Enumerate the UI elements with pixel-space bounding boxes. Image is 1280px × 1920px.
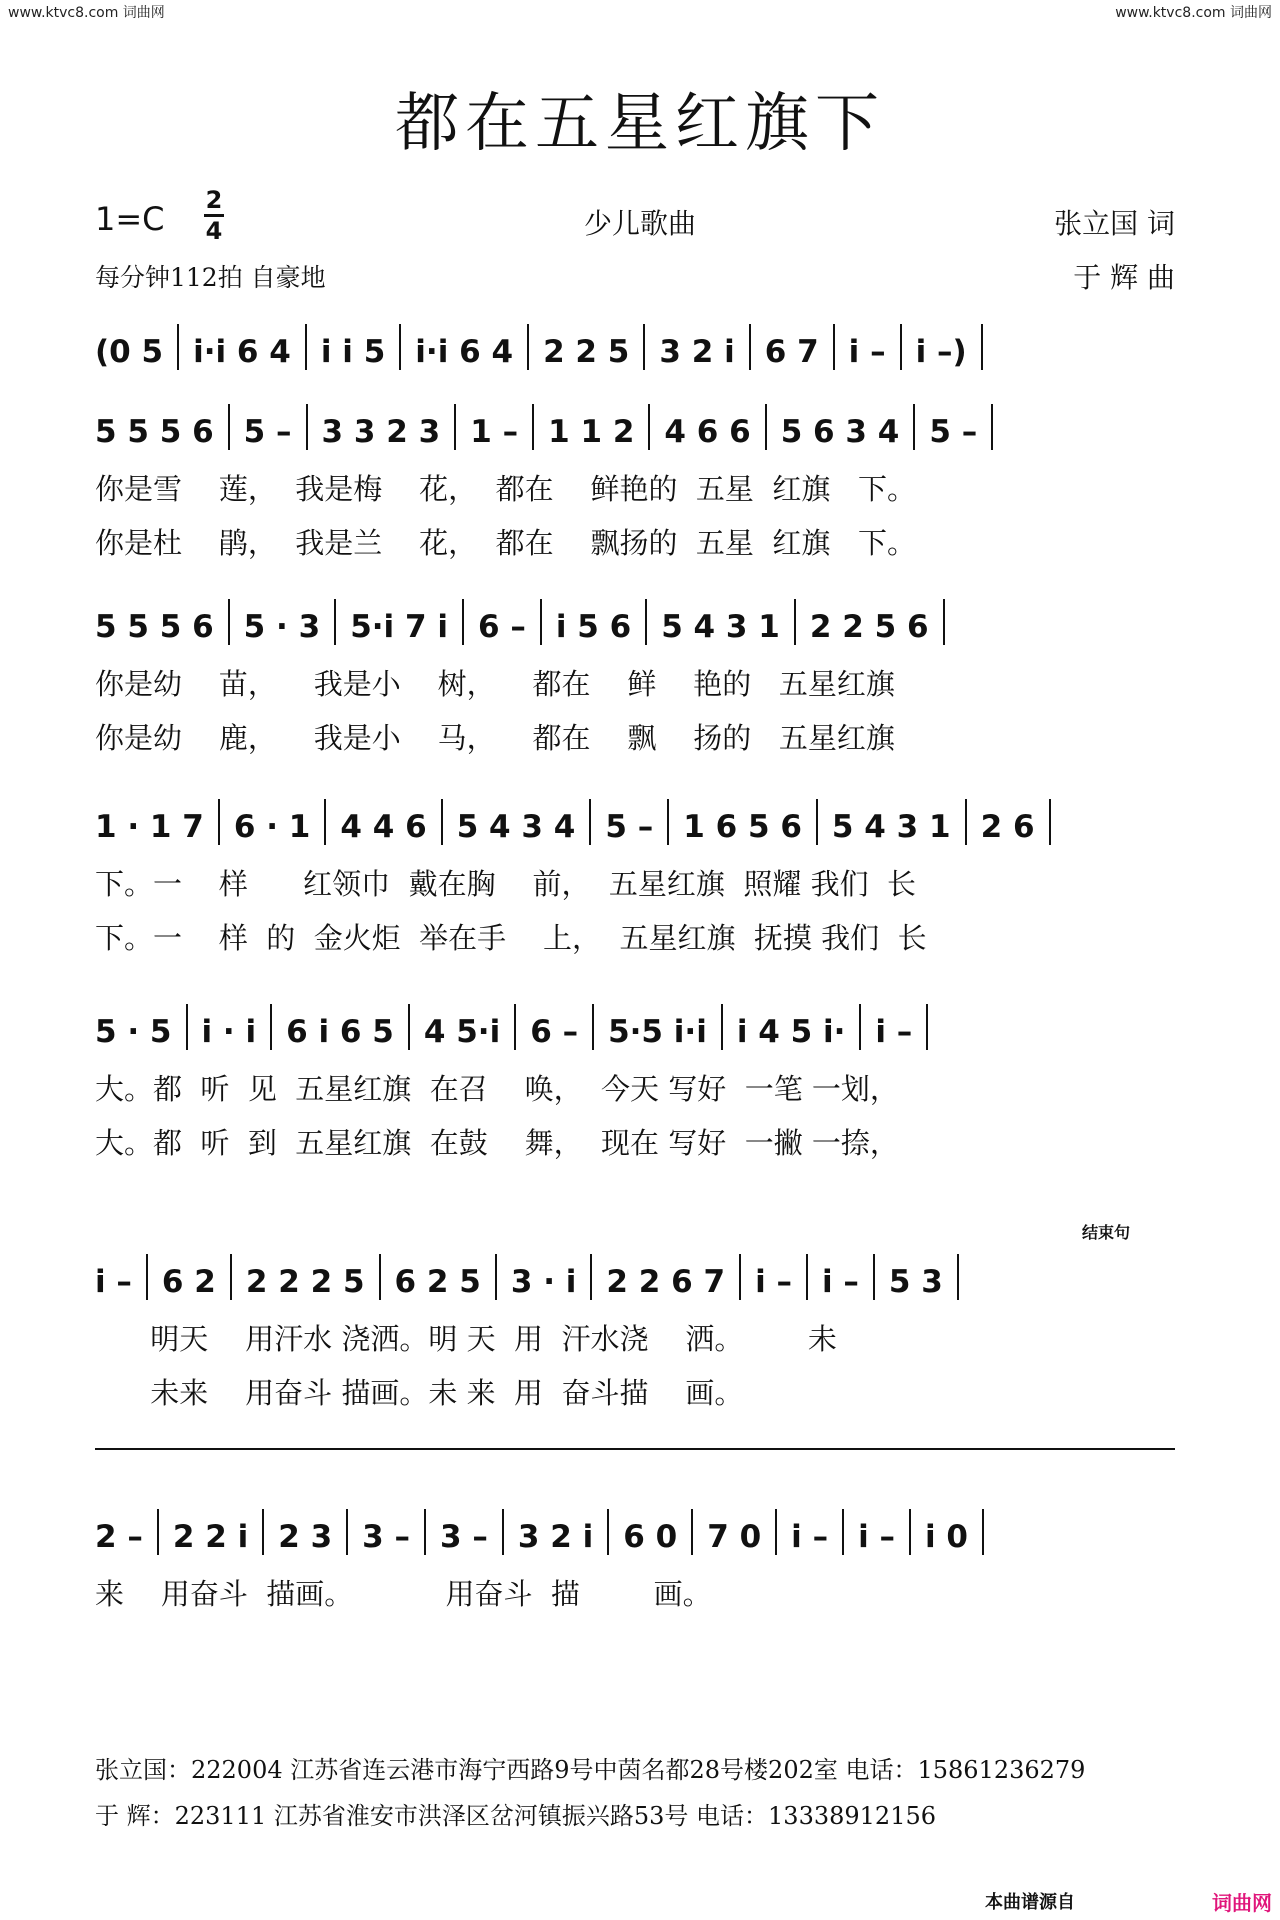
measure: 2 2 5 6	[809, 609, 929, 645]
barline	[991, 404, 993, 450]
measure: 5 –	[243, 414, 292, 450]
notation-row	[0, 1000, 1280, 1050]
barline	[739, 1254, 741, 1300]
barline	[305, 324, 307, 370]
notation-row	[0, 1250, 1280, 1300]
lyrics-line: 你是幼 苗， 我是小 树， 都在 鲜 艳的 五星红旗	[95, 667, 895, 701]
barline	[540, 599, 542, 645]
measure: i –	[821, 1264, 859, 1300]
barline	[943, 599, 945, 645]
measure: 6 –	[477, 609, 526, 645]
measure: i –	[755, 1264, 792, 1300]
barline	[399, 324, 401, 370]
barline	[408, 1004, 410, 1050]
barline	[462, 599, 464, 645]
notation-row	[0, 595, 1280, 645]
measure: 5 4 3 1	[661, 609, 780, 645]
measure: 3 · i	[510, 1264, 577, 1300]
key-signature: 1=C	[95, 200, 165, 238]
measure: 2 3	[278, 1519, 333, 1555]
measure: 6 –	[530, 1014, 579, 1050]
brand-logo[interactable]: 词曲网	[1212, 1891, 1272, 1915]
barline	[816, 799, 818, 845]
measure: (0 5	[95, 334, 164, 370]
lyrics-line: 你是幼 鹿， 我是小 马， 都在 飘 扬的 五星红旗	[95, 721, 895, 755]
barline	[230, 1254, 232, 1300]
barline	[262, 1509, 264, 1555]
barline	[833, 324, 835, 370]
watermark-left: www.ktvc8.com 词曲网	[8, 5, 165, 21]
barline	[514, 1004, 516, 1050]
genre: 少儿歌曲	[583, 207, 696, 240]
barline	[379, 1254, 381, 1300]
time-signature-bottom: 4	[205, 217, 223, 245]
barline	[1049, 799, 1051, 845]
lyrics-line: 来 用奋斗 描画。 用奋斗 描 画。	[95, 1577, 712, 1611]
measure: i –)	[915, 334, 967, 370]
measure: 2 2 5	[543, 334, 630, 370]
barline	[721, 1004, 723, 1050]
staff-system	[0, 1505, 1280, 1613]
notation-row	[0, 1505, 1280, 1555]
footer-contact-1: 张立国：222004 江苏省连云港市海宁西路9号中茵名都28号楼202室 电话：15861236279	[95, 1756, 1086, 1784]
lyrics-line: 下。一 样 的 金火炬 举在手 上， 五星红旗 抚摸 我们 长	[95, 921, 927, 955]
staff-system	[0, 320, 1280, 370]
lyrics-line: 大。都 听 见 五星红旗 在召 唤， 今天 写好 一笔 一划，	[95, 1072, 899, 1106]
measure: 2 6	[980, 809, 1035, 845]
barline	[306, 404, 308, 450]
lyrics-line: 大。都 听 到 五星红旗 在鼓 舞， 现在 写好 一撇 一捺，	[95, 1126, 899, 1160]
barline	[454, 404, 456, 450]
barline	[424, 1509, 426, 1555]
barline	[228, 599, 230, 645]
time-signature-top: 2	[205, 186, 223, 214]
barline	[765, 404, 767, 450]
barline	[228, 404, 230, 450]
barline	[157, 1509, 159, 1555]
barline	[592, 1004, 594, 1050]
score-divider	[95, 1448, 1175, 1450]
staff-system	[0, 795, 1280, 957]
measure: 3 2 i	[659, 334, 735, 370]
measure: 5 5 5 6	[95, 609, 214, 645]
measure: 2 2 6 7	[606, 1264, 726, 1300]
measure: 5 4 3 4	[456, 809, 576, 845]
barline	[607, 1509, 609, 1555]
measure: 7 0	[707, 1519, 762, 1555]
measure: i 0	[925, 1519, 968, 1555]
barline	[667, 799, 669, 845]
lyrics-line: 下。一 样 红领巾 戴在胸 前， 五星红旗 照耀 我们 长	[95, 867, 917, 901]
barline	[965, 799, 967, 845]
measure: i·i 6 4	[193, 334, 291, 370]
barline	[806, 1254, 808, 1300]
measure: 5 4 3 1	[831, 809, 951, 845]
barline	[346, 1509, 348, 1555]
measure: i –	[858, 1519, 895, 1555]
barline	[691, 1509, 693, 1555]
barline	[981, 324, 983, 370]
barline	[794, 599, 796, 645]
barline	[645, 599, 647, 645]
measure: 2 2 i	[172, 1519, 249, 1555]
measure: i 4 5 i·	[736, 1014, 846, 1050]
lyricist: 张立国 词	[1054, 207, 1175, 240]
barline	[334, 599, 336, 645]
staff-system	[0, 400, 1280, 562]
notation-row	[0, 400, 1280, 450]
measure: 1 –	[470, 414, 519, 450]
measure: 1 1 2	[548, 414, 635, 450]
barline	[532, 404, 534, 450]
barline	[177, 324, 179, 370]
measure: 2 2 2 5	[245, 1264, 365, 1300]
measure: 2 –	[95, 1519, 143, 1555]
barline	[775, 1509, 777, 1555]
measure: 5 · 5	[95, 1014, 172, 1050]
barline	[218, 799, 220, 845]
measure: 5 · 3	[243, 609, 321, 645]
measure: i · i	[201, 1014, 257, 1050]
footer-contact-2: 于 辉：223111 江苏省淮安市洪泽区岔河镇振兴路53号 电话：13338912156	[95, 1802, 937, 1830]
measure: i –	[791, 1519, 829, 1555]
barline	[859, 1004, 861, 1050]
watermark-right: www.ktvc8.com 词曲网	[1115, 5, 1272, 21]
measure: 5 5 5 6	[95, 414, 214, 450]
measure: 6 0	[623, 1519, 678, 1555]
measure: 5 6 3 4	[780, 414, 900, 450]
measure: i –	[875, 1014, 913, 1050]
measure: 4 5·i	[423, 1014, 501, 1050]
notation-row	[0, 795, 1280, 845]
staff-system	[0, 1000, 1280, 1162]
barline	[909, 1509, 911, 1555]
measure: 5·i 7 i	[350, 609, 448, 645]
measure: 4 6 6	[664, 414, 751, 450]
barline	[527, 324, 529, 370]
measure: 6 2 5	[394, 1264, 481, 1300]
ending-tag: 结束句	[1082, 1223, 1131, 1242]
measure: 6 i 6 5	[286, 1014, 394, 1050]
song-title: 都在五星红旗下	[395, 87, 885, 161]
measure: 3 –	[362, 1519, 411, 1555]
barline	[270, 1004, 272, 1050]
barline	[648, 404, 650, 450]
lyrics-line: 你是杜 鹃， 我是兰 花， 都在 飘扬的 五星 红旗 下。	[95, 526, 917, 560]
measure: i 5 6	[555, 609, 632, 645]
staff-system	[0, 1223, 1280, 1412]
barline	[873, 1254, 875, 1300]
notation-row	[0, 320, 1280, 370]
barline	[900, 324, 902, 370]
barline	[495, 1254, 497, 1300]
measure: i –	[848, 334, 886, 370]
barline	[324, 799, 326, 845]
barline	[186, 1004, 188, 1050]
measure: 5 –	[929, 414, 978, 450]
measure: i –	[95, 1264, 132, 1300]
measure: 6 7	[764, 334, 819, 370]
barline	[643, 324, 645, 370]
measure: i i 5	[320, 334, 386, 370]
barline	[146, 1254, 148, 1300]
barline	[749, 324, 751, 370]
measure: 3 –	[440, 1519, 488, 1555]
measure: 5·5 i·i	[608, 1014, 707, 1050]
measure: 1 · 1 7	[95, 809, 204, 845]
lyrics-line: 未来 用奋斗 描画。未 来 用 奋斗描 画。	[95, 1376, 744, 1410]
measure: 6 · 1	[233, 809, 311, 845]
measure: 4 4 6	[340, 809, 427, 845]
tempo: 每分钟112拍 自豪地	[95, 263, 326, 292]
measure: 3 2 i	[517, 1519, 594, 1555]
lyrics-line: 你是雪 莲， 我是梅 花， 都在 鲜艳的 五星 红旗 下。	[95, 472, 917, 506]
barline	[502, 1509, 504, 1555]
measure: 5 –	[605, 809, 654, 845]
measure: i·i 6 4	[415, 334, 514, 370]
barline	[842, 1509, 844, 1555]
measure: 1 6 5 6	[683, 809, 802, 845]
barline	[982, 1509, 984, 1555]
measure: 3 3 2 3	[321, 414, 441, 450]
barline	[590, 1254, 592, 1300]
barline	[589, 799, 591, 845]
barline	[957, 1254, 959, 1300]
barline	[913, 404, 915, 450]
lyrics-line: 明天 用汗水 浇洒。明 天 用 汗水浇 洒。 未	[95, 1322, 837, 1356]
barline	[441, 799, 443, 845]
source-note: 本曲谱源自	[985, 1892, 1075, 1913]
composer: 于 辉 曲	[1073, 261, 1175, 294]
barline	[926, 1004, 928, 1050]
measure: 5 3	[888, 1264, 943, 1300]
measure: 6 2	[161, 1264, 216, 1300]
staff-system	[0, 595, 1280, 757]
